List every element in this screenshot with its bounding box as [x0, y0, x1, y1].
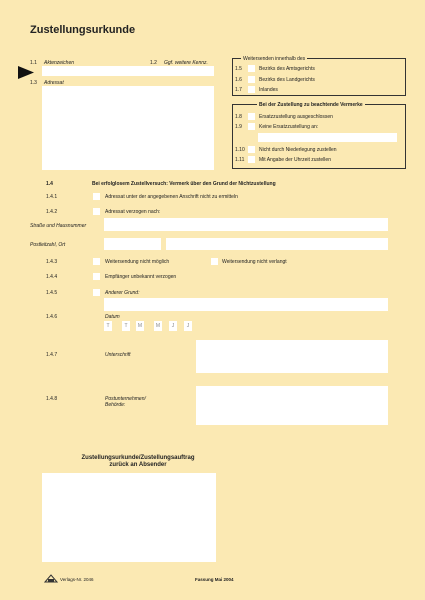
label-adressat: Adressat	[44, 80, 64, 86]
label-1-11: Mit Angabe der Uhrzeit zustellen	[259, 157, 331, 163]
label-1-10: Nicht durch Niederlegung zustellen	[259, 147, 337, 153]
vermerke-title: Bei der Zustellung zu beachtende Vermerke	[259, 102, 363, 108]
num-1-10: 1.10	[235, 147, 245, 153]
ort-field[interactable]	[166, 238, 388, 250]
verlags-nr: Verlags-Nr. 2046	[60, 577, 94, 582]
label-1-9: Keine Ersatzzustellung an:	[259, 124, 319, 130]
page-title: Zustellungsurkunde	[30, 24, 136, 36]
label-unterschrift: Unterschrift	[105, 352, 131, 358]
label-1-4-2: Adressat verzogen nach:	[105, 209, 161, 215]
label-1-4-3a: Weitersendung nicht möglich	[105, 259, 170, 265]
label-weitere-kennz: Ggf. weitere Kennz.	[164, 60, 208, 66]
section-1-4-heading: Bei erfolglosem Zustellversuch: Vermerk über den Grund der Nichtzustellung	[92, 181, 276, 187]
num-1-4-5: 1.4.5	[46, 290, 58, 296]
label-1-4-3b: Weitersendung nicht verlangt	[222, 259, 287, 265]
return-line-2: zurück an Absender	[109, 462, 167, 468]
num-1-4-8: 1.4.8	[46, 396, 58, 402]
date-box-m2[interactable]: M	[155, 323, 161, 329]
postunternehmen-field[interactable]	[196, 386, 388, 425]
label-num-1-2: 1.2	[150, 60, 157, 66]
num-1-4-6: 1.4.6	[46, 314, 58, 320]
checkbox-1-9[interactable]	[248, 123, 255, 130]
num-1-5: 1.5	[235, 66, 242, 72]
checkbox-1-4-5[interactable]	[93, 289, 100, 296]
checkbox-1-10[interactable]	[248, 146, 255, 153]
checkbox-1-4-2[interactable]	[93, 208, 100, 215]
date-box-j2[interactable]: J	[184, 321, 192, 331]
date-box-j1[interactable]: J	[169, 321, 177, 331]
date-box-t2[interactable]: T	[122, 321, 130, 331]
label-1-8: Ersatzzustellung ausgeschlossen	[259, 114, 333, 120]
checkbox-1-8[interactable]	[248, 113, 255, 120]
label-behoerde: Behörde:	[105, 402, 126, 408]
num-1-7: 1.7	[235, 87, 242, 93]
strasse-field[interactable]	[104, 218, 388, 231]
num-1-8: 1.8	[235, 114, 242, 120]
label-strasse: Straße und Hausnummer	[30, 223, 87, 229]
label-aktenzeichen: Aktenzeichen	[44, 60, 75, 66]
checkbox-1-5[interactable]	[248, 65, 255, 72]
num-1-4: 1.4	[46, 181, 53, 187]
keine-ersatzzustellung-field[interactable]	[258, 133, 397, 142]
unterschrift-field[interactable]	[196, 340, 388, 373]
checkbox-1-4-1[interactable]	[93, 193, 100, 200]
absender-field[interactable]	[42, 473, 216, 562]
num-1-6: 1.6	[235, 77, 242, 83]
arrow-marker-icon	[18, 66, 34, 79]
label-1-5: Bezirks des Amtsgerichts	[259, 66, 315, 72]
anderer-grund-field[interactable]	[104, 298, 388, 311]
label-postunternehmen: Postunternehmen/	[105, 396, 146, 402]
num-1-4-1: 1.4.1	[46, 194, 58, 200]
checkbox-1-7[interactable]	[248, 86, 255, 93]
postleitzahl-field[interactable]	[104, 238, 161, 250]
checkbox-1-4-4[interactable]	[93, 273, 100, 280]
checkbox-1-11[interactable]	[248, 156, 255, 163]
date-box-t1[interactable]: T	[104, 321, 112, 331]
num-1-4-2: 1.4.2	[46, 209, 58, 215]
num-1-9: 1.9	[235, 124, 242, 130]
adressat-field[interactable]	[42, 86, 214, 170]
checkbox-1-6[interactable]	[248, 76, 255, 83]
label-num-1-3: 1.3	[30, 80, 37, 86]
num-1-4-3: 1.4.3	[46, 259, 58, 265]
label-datum: Datum	[105, 314, 120, 320]
date-box-m1[interactable]: M	[137, 323, 143, 329]
weitersenden-title: Weitersenden innerhalb des	[243, 56, 306, 62]
publisher-logo-icon	[44, 574, 58, 583]
label-1-7: Inlandes	[259, 87, 278, 93]
label-plz-ort: Postleitzahl, Ort	[30, 242, 66, 248]
checkbox-1-4-3a[interactable]	[93, 258, 100, 265]
num-1-4-4: 1.4.4	[46, 274, 58, 280]
checkbox-1-4-3b[interactable]	[211, 258, 218, 265]
label-1-6: Bezirks des Landgerichts	[259, 77, 315, 83]
label-1-4-1: Adressat unter der angegebenen Anschrift nicht zu ermitteln	[105, 194, 238, 200]
label-1-4-4: Empfänger unbekannt verzogen	[105, 274, 177, 280]
num-1-11: 1.11	[235, 157, 245, 163]
num-1-4-7: 1.4.7	[46, 352, 58, 358]
aktenzeichen-field[interactable]	[42, 66, 214, 76]
label-num-1-1: 1.1	[30, 60, 37, 66]
return-line-1: Zustellungsurkunde/Zustellungsauftrag	[81, 455, 195, 461]
fassung: Fassung Mai 2004	[195, 577, 234, 582]
label-1-4-5: Anderer Grund:	[105, 290, 140, 296]
